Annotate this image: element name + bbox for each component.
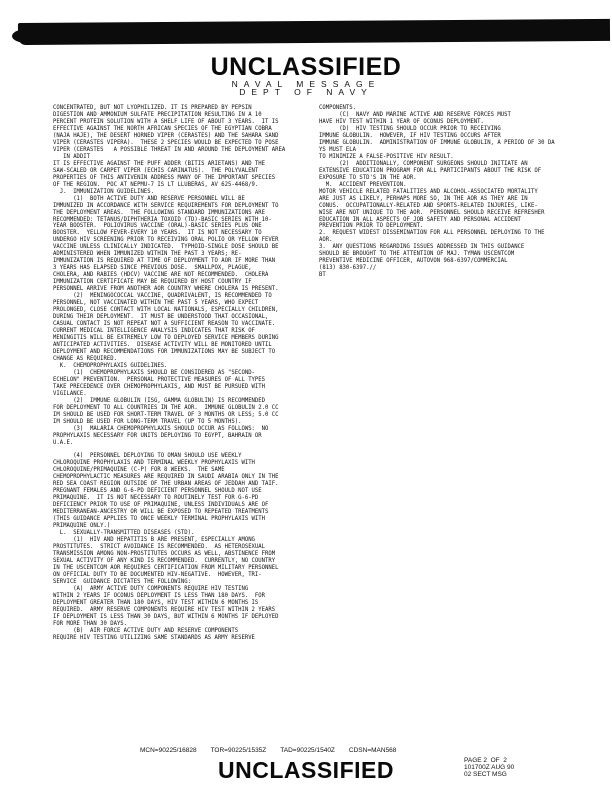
text-line: VACCINE UNLESS CLINICALLY INDICATED. TYPHOID-SINGLE DOSE SHOULD BE	[53, 242, 279, 251]
cdsn-ref: CDSN=MAN568	[348, 747, 397, 754]
text-line: YEAR BOOSTER. POLIOVIRUS VACCINE (ORAL)-BASIC SERIES PLUS ONE	[53, 221, 262, 230]
text-line: 3. ANY QUESTIONS REGARDING ISSUES ADDRESSED IN THIS GUIDANCE	[319, 242, 525, 251]
text-line: DIGESTION AND AMMONIUM SULFATE PRECIPITATION RESULTING IN A 10	[53, 109, 262, 118]
text-line: (2) ADDITIONALLY, COMPONENT SURGEONS SHOULD INITIATE AN	[319, 158, 528, 167]
text-line: (D) HIV TESTING SHOULD OCCUR PRIOR TO RECEIVING	[319, 123, 501, 132]
text-line: K. CHEMOPROPHYLAXIS GUIDELINES.	[53, 360, 168, 369]
mcn-ref: MCN=90225/16828	[140, 747, 197, 754]
tad-ref: TAD=90225/1540Z	[280, 747, 335, 754]
text-line: RECOMMENDED: TETANUS/DIPHTHERIA TOXOID (TD)-BASIC SERIES WITH 10-	[53, 214, 272, 223]
text-line: CASUAL CONTACT IS NOT REPEAT NOT A SUFFICIENT REASON TO VACCINATE.	[53, 319, 276, 328]
message-routing-line	[140, 747, 520, 754]
text-line: IM SHOULD BE USED FOR SHORT-TERM TRAVEL OF 3 MONTHS OR LESS; 5.0 CC	[53, 409, 279, 418]
text-line: (C) NAVY AND MARINE ACTIVE AND RESERVE FORCES MUST	[319, 109, 511, 118]
text-line: MEDITERRANEAN-ANCESTRY OR WILL BE EXPOSED TO REPEATED TREATMENTS	[53, 507, 269, 516]
text-line: EXTENSIVE EDUCATION PROGRAM FOR ALL PARTICIPANTS ABOUT THE RISK OF	[319, 165, 542, 174]
text-line: IMMUNIZATION IS REQUIRED AT TIME OF DEPLOYMENT TO AOR IF MORE THAN	[53, 256, 276, 265]
date-time-group: 101700Z AUG 90	[464, 764, 515, 771]
text-line: 3 YEARS HAS ELAPSED SINCE PREVIOUS DOSE. SMALLPOX, PLAGUE,	[53, 263, 252, 272]
text-line: FOR MORE THAN 30 DAYS.	[53, 618, 128, 627]
text-line: ADMINISTERED WHEN IMMUNIZED WITHIN THE PAST 3 YEARS; RE-	[53, 249, 242, 258]
text-line: (1) HIV AND HEPATITIS B ARE PRESENT, ESPECIALLY AMONG	[53, 535, 255, 544]
text-line: IN ADDIT	[53, 151, 91, 160]
text-line: HAVE HIV TEST WITHIN 1 YEAR OF OCONUS DEPLOYMENT.	[319, 116, 484, 125]
text-line: SHOULD BE BROUGHT TO THE ATTENTION OF MAJ. TYMAN USCENTCOM	[319, 249, 515, 258]
text-line: PROPERTIES OF THIS ANTIVENIN ADDRESS MANY OF THE IMPORTANT SPECIES	[53, 172, 276, 181]
text-line: CHLOROQUINE/PRIMAQUINE (C-P) FOR 8 WEEKS. THE SAME	[53, 465, 225, 474]
classification-banner-bottom: UNCLASSIFIED	[218, 757, 394, 783]
page-number: PAGE 2 OF 2	[464, 757, 507, 764]
text-line: PERSONNEL ARRIVE FROM ANOTHER AOR COUNTRY WHERE CHOLERA IS PRESENT.	[53, 284, 279, 293]
text-line: ECHELON" PREVENTION. PERSONAL PROTECTIVE MEASURES OF ALL TYPES	[53, 374, 266, 383]
text-line: CHLOROQUINE PROPHYLAXIS AND TERMINAL WEEKLY PROPHYLAXIS WITH	[53, 458, 255, 467]
text-line: PROLONGED, CLOSE CONTACT WITH LOCAL NATIONALS, ESPECIALLY CHILDREN,	[53, 305, 279, 314]
text-line: (B) AIR FORCE ACTIVE DUTY AND RESERVE COMPONENTS	[53, 625, 239, 634]
text-line: L. SEXUALLY-TRANSMITTED DISEASES (STD).	[53, 528, 195, 537]
text-line: CHOLERA, AND RABIES (HDCV) VACCINE ARE NOT RECOMMENDED. CHOLERA	[53, 270, 269, 279]
text-line: (1) BOTH ACTIVE DUTY AND RESERVE PERSONNEL WILL BE	[53, 193, 245, 202]
text-line: DURING THEIR DEPLOYMENT. IT MUST BE UNDERSTOOD THAT OCCASIONAL,	[53, 312, 269, 321]
text-line: CONUS. OCCUPATIONALLY-RELATED AND SPORTS-RELATED INJURIES, LIKE-	[319, 200, 538, 209]
text-line: (2) MENINGOCOCCAL VACCINE, QUADRIVALENT, IS RECOMMENDED TO	[53, 291, 272, 300]
text-line: ON OFFICIAL DUTY TO BE DOCUMENTED HIV-NEGATIVE. HOWEVER, TRI-	[53, 569, 262, 578]
naval-message-header: NAVAL MESSAGE	[231, 79, 381, 89]
classification-banner-top: UNCLASSIFIED	[210, 53, 402, 81]
text-line: UNDERGO HIV SCREENING PRIOR TO RECEIVING ORAL POLIO OR YELLOW FEVER	[53, 235, 279, 244]
text-line: THE DEPLOYMENT AREAS. THE FOLLOWING STANDARD IMMUNIZATIONS ARE	[53, 207, 266, 216]
text-line: REQUIRE HIV TESTING UTILIZING SAME STANDARDS AS ARMY RESERVE	[53, 632, 255, 641]
text-line: (2) IMMUNE GLOBULIN (ISG, GAMMA GLOBULIN) IS RECOMMENDED	[53, 395, 266, 404]
text-line: (813) 830-6397.//	[319, 263, 377, 272]
text-line: IT IS EFFECTIVE AGAINST THE PUFF ADDER (BITIS ARIETANS) AND THE	[53, 158, 266, 167]
text-line: IN THE USCENTCOM AOR REQUIRES CERTIFICATION FROM MILITARY PERSONNEL	[53, 562, 279, 571]
text-line: (1) CHEMOPROPHYLAXIS SHOULD BE CONSIDERED AS "SECOND-	[53, 367, 255, 376]
text-line: MENINGITIS WILL BE EXTREMELY LOW TO DEPLOYED SERVICE MEMBERS DURING	[53, 332, 279, 341]
text-line: CHANGE AS REQUIRED.	[53, 353, 117, 362]
text-line: SERVICE GUIDANCE DICTATES THE FOLLOWING:	[53, 576, 191, 585]
text-line: SAW-SCALED OR CARPET VIPER (ECHIS CARINATUS). THE POLYVALENT	[53, 165, 259, 174]
text-line: PERSONNEL, NOT VACCINATED WITHIN THE PAST 5 YEARS, WHO EXPECT	[53, 298, 259, 307]
text-line: PRIMAQUINE ONLY.)	[53, 521, 111, 530]
text-line: J. IMMUNIZATION GUIDELINES.	[53, 186, 154, 195]
dept-of-navy-header: DEPT OF NAVY	[239, 87, 373, 97]
text-line: (4) PERSONNEL DEPLOYING TO OMAN SHOULD USE WEEKLY	[53, 451, 242, 460]
text-line: FOR DEPLOYMENT TO ALL COUNTRIES IN THE AOR. IMMUNE GLOBULIN 2.0 CC	[53, 402, 279, 411]
text-line: (NAJA HAJE), THE DESERT HORNED VIPER (CERASTES) AND THE SAHARA SAND	[53, 130, 279, 139]
text-line: IF DEPLOYMENT IS LESS THAN 30 DAYS, BUT WITHIN 6 MONTHS IF DEPLOYED	[53, 611, 279, 620]
text-line: (3) MALARIA CHEMOPROPHYLAXIS SHOULD OCCUR AS FOLLOWS: NO	[53, 423, 269, 432]
text-line: VIPER (CERASTES VIPERA). THESE 2 SPECIES WOULD BE EXPECTED TO POSE	[53, 137, 279, 146]
text-line: VIPER (CERASTES A POSSIBLE THREAT IN AND AROUND THE DEPLOYMENT AREA	[53, 144, 286, 153]
text-line: CHEMOPROPHYLACTIC MEASURES ARE REQUIRED IN SAUDI ARABIA ONLY IN THE	[53, 472, 279, 481]
section-label: 02 SECT MSG	[464, 771, 507, 778]
tor-ref: TOR=90225/1535Z	[210, 747, 267, 754]
text-line: OF THE REGION. POC AT NEPMU-7 IS LT LLUBERAS, AV 625-4468/9.	[53, 179, 259, 188]
text-line: MOTOR VEHICLE RELATED FATALITIES AND ALCOHOL-ASSOCIATED MORTALITY	[319, 186, 538, 195]
text-line: CURRENT MEDICAL INTELLIGENCE ANALYSIS INDICATES THAT RISK OF	[53, 326, 255, 334]
text-line: EXPOSURE TO STD'S IN THE AOR.	[319, 172, 417, 181]
text-line: TO MINIMIZE A FALSE-POSITIVE HIV RESULT.	[319, 151, 454, 160]
message-body-left-column	[53, 104, 285, 641]
text-line: IMMUNE GLOBULIN. ADMINISTRATION OF IMMUNE GLOBULIN, A PERIOD OF 30 DA	[319, 137, 555, 146]
text-line: IM SHOULD BE USED FOR LONG-TERM TRAVEL (UP TO 5 MONTHS).	[53, 416, 242, 425]
text-line: DEPLOYMENT GREATER THAN 180 DAYS, HIV TEST WITHIN 6 MONTHS IS	[53, 597, 259, 606]
text-line: (A) ARMY ACTIVE DUTY COMPONENTS REQUIRE HIV TESTING	[53, 583, 249, 592]
text-line: CONCENTRATED, BUT NOT LYOPHILIZED. IT IS PREPARED BY PEPSIN	[53, 103, 252, 111]
text-line: WISE ARE NOT UNIQUE TO THE AOR. PERSONNEL SHOULD RECEIVE REFRESHER	[319, 207, 545, 216]
text-line: PREGNANT FEMALES AND G-6-PD DEFICIENT PERSONNEL SHOULD NOT USE	[53, 486, 262, 495]
text-line: WITHIN 2 YEARS IF OCONUS DEPLOYMENT IS LESS THAN 180 DAYS. FOR	[53, 590, 266, 599]
text-line: RED SEA COAST REGION OUTSIDE OF THE URBAN AREAS OF JEDDAH AND TAIF.	[53, 479, 279, 488]
text-line: PERCENT PROTEIN SOLUTION WITH A SHELF LIFE OF ABOUT 3 YEARS. IT IS	[53, 116, 279, 125]
text-line: REQUIRED. ARMY RESERVE COMPONENTS REQUIRE HIV TEST WITHIN 2 YEARS	[53, 604, 276, 613]
text-line: EDUCATION IN ALL ASPECTS OF JOB SAFETY AND PERSONAL ACCIDENT	[319, 214, 521, 223]
text-line: (THIS GUIDANCE APPLIES TO ONCE WEEKLY TERMINAL PROPHYLAXIS WITH	[53, 514, 266, 523]
text-line: PROPHYLAXIS NECESSARY FOR UNITS DEPLOYING TO EGYPT, BAHRAIN OR	[53, 430, 262, 439]
message-body-right-column	[319, 104, 555, 278]
text-line: COMPONENTS.	[319, 103, 357, 111]
text-line: PRIMAQUINE. IT IS NOT NECESSARY TO ROUTINELY TEST FOR G-6-PD	[53, 493, 259, 502]
text-line: PROSTITUTES. STRICT AVOIDANCE IS RECOMMENDED. AS HETEROSEXUAL	[53, 542, 266, 551]
text-line: EFFECTIVE AGAINST THE NORTH AFRICAN SPECIES OF THE EGYPTIAN COBRA	[53, 123, 272, 132]
text-line: SEXUAL ACTIVITY OF ANY KIND IS RECOMMENDED. CURRENTLY, NO COUNTRY	[53, 555, 276, 564]
text-line: M. ACCIDENT PREVENTION.	[319, 179, 407, 188]
text-line: AOR.	[319, 235, 333, 244]
text-line: IMMUNE GLOBULIN. HOWEVER, IF HIV TESTING OCCURS AFTER	[319, 130, 501, 139]
text-line: IMMUNIZATION CERTIFICATE MAY BE REQUIRED BY HOST COUNTRY IF	[53, 277, 252, 286]
text-line: U.A.E.	[53, 437, 74, 446]
redaction-bar	[18, 19, 610, 45]
text-line: YS MUST ELA	[319, 144, 357, 153]
text-line: TAKE PRECEDENCE OVER CHEMOPROPHYLAXIS, AND MUST BE PURSUED WITH	[53, 381, 266, 390]
text-line: DEFICIENCY PRIOR TO USE OF PRIMAQUINE, UNLESS INDIVIDUALS ARE OF	[53, 500, 269, 509]
text-line: BT	[319, 270, 326, 279]
text-line: 2. REQUEST WIDEST DISSEMINATION FOR ALL PERSONNEL DEPLOYING TO THE	[319, 228, 545, 237]
text-line: VIGILANCE.	[53, 388, 87, 397]
text-line: PREVENTION PRIOR TO DEPLOYMENT.	[319, 221, 424, 230]
text-line: TRANSMISSION AMONG NON-PROSTITUTES OCCURS AS WELL, ABSTINENCE FROM	[53, 549, 276, 557]
text-line: IMMUNIZED IN ACCORDANCE WITH SERVICE REQUIREMENTS FOR DEPLOYMENT TO	[53, 200, 279, 209]
text-line: BOOSTER. YELLOW FEVER-EVERY 10 YEARS. IT IS NOT NECESSARY TO	[53, 228, 262, 237]
text-line: PREVENTIVE MEDICINE OFFICER, AUTOVON 968-6397/COMMERCIAL	[319, 256, 508, 265]
text-line: ANTICIPATED ACTIVITIES. DISEASE ACTIVITY WILL BE MONITORED UNTIL	[53, 339, 272, 348]
text-line: ARE JUST AS LIKELY, PERHAPS MORE SO, IN THE AOR AS THEY ARE IN	[319, 193, 528, 202]
text-line: DEPLOYMENT AND RECOMMENDATIONS FOR IMMUNIZATIONS MAY BE SUBJECT TO	[53, 346, 276, 355]
